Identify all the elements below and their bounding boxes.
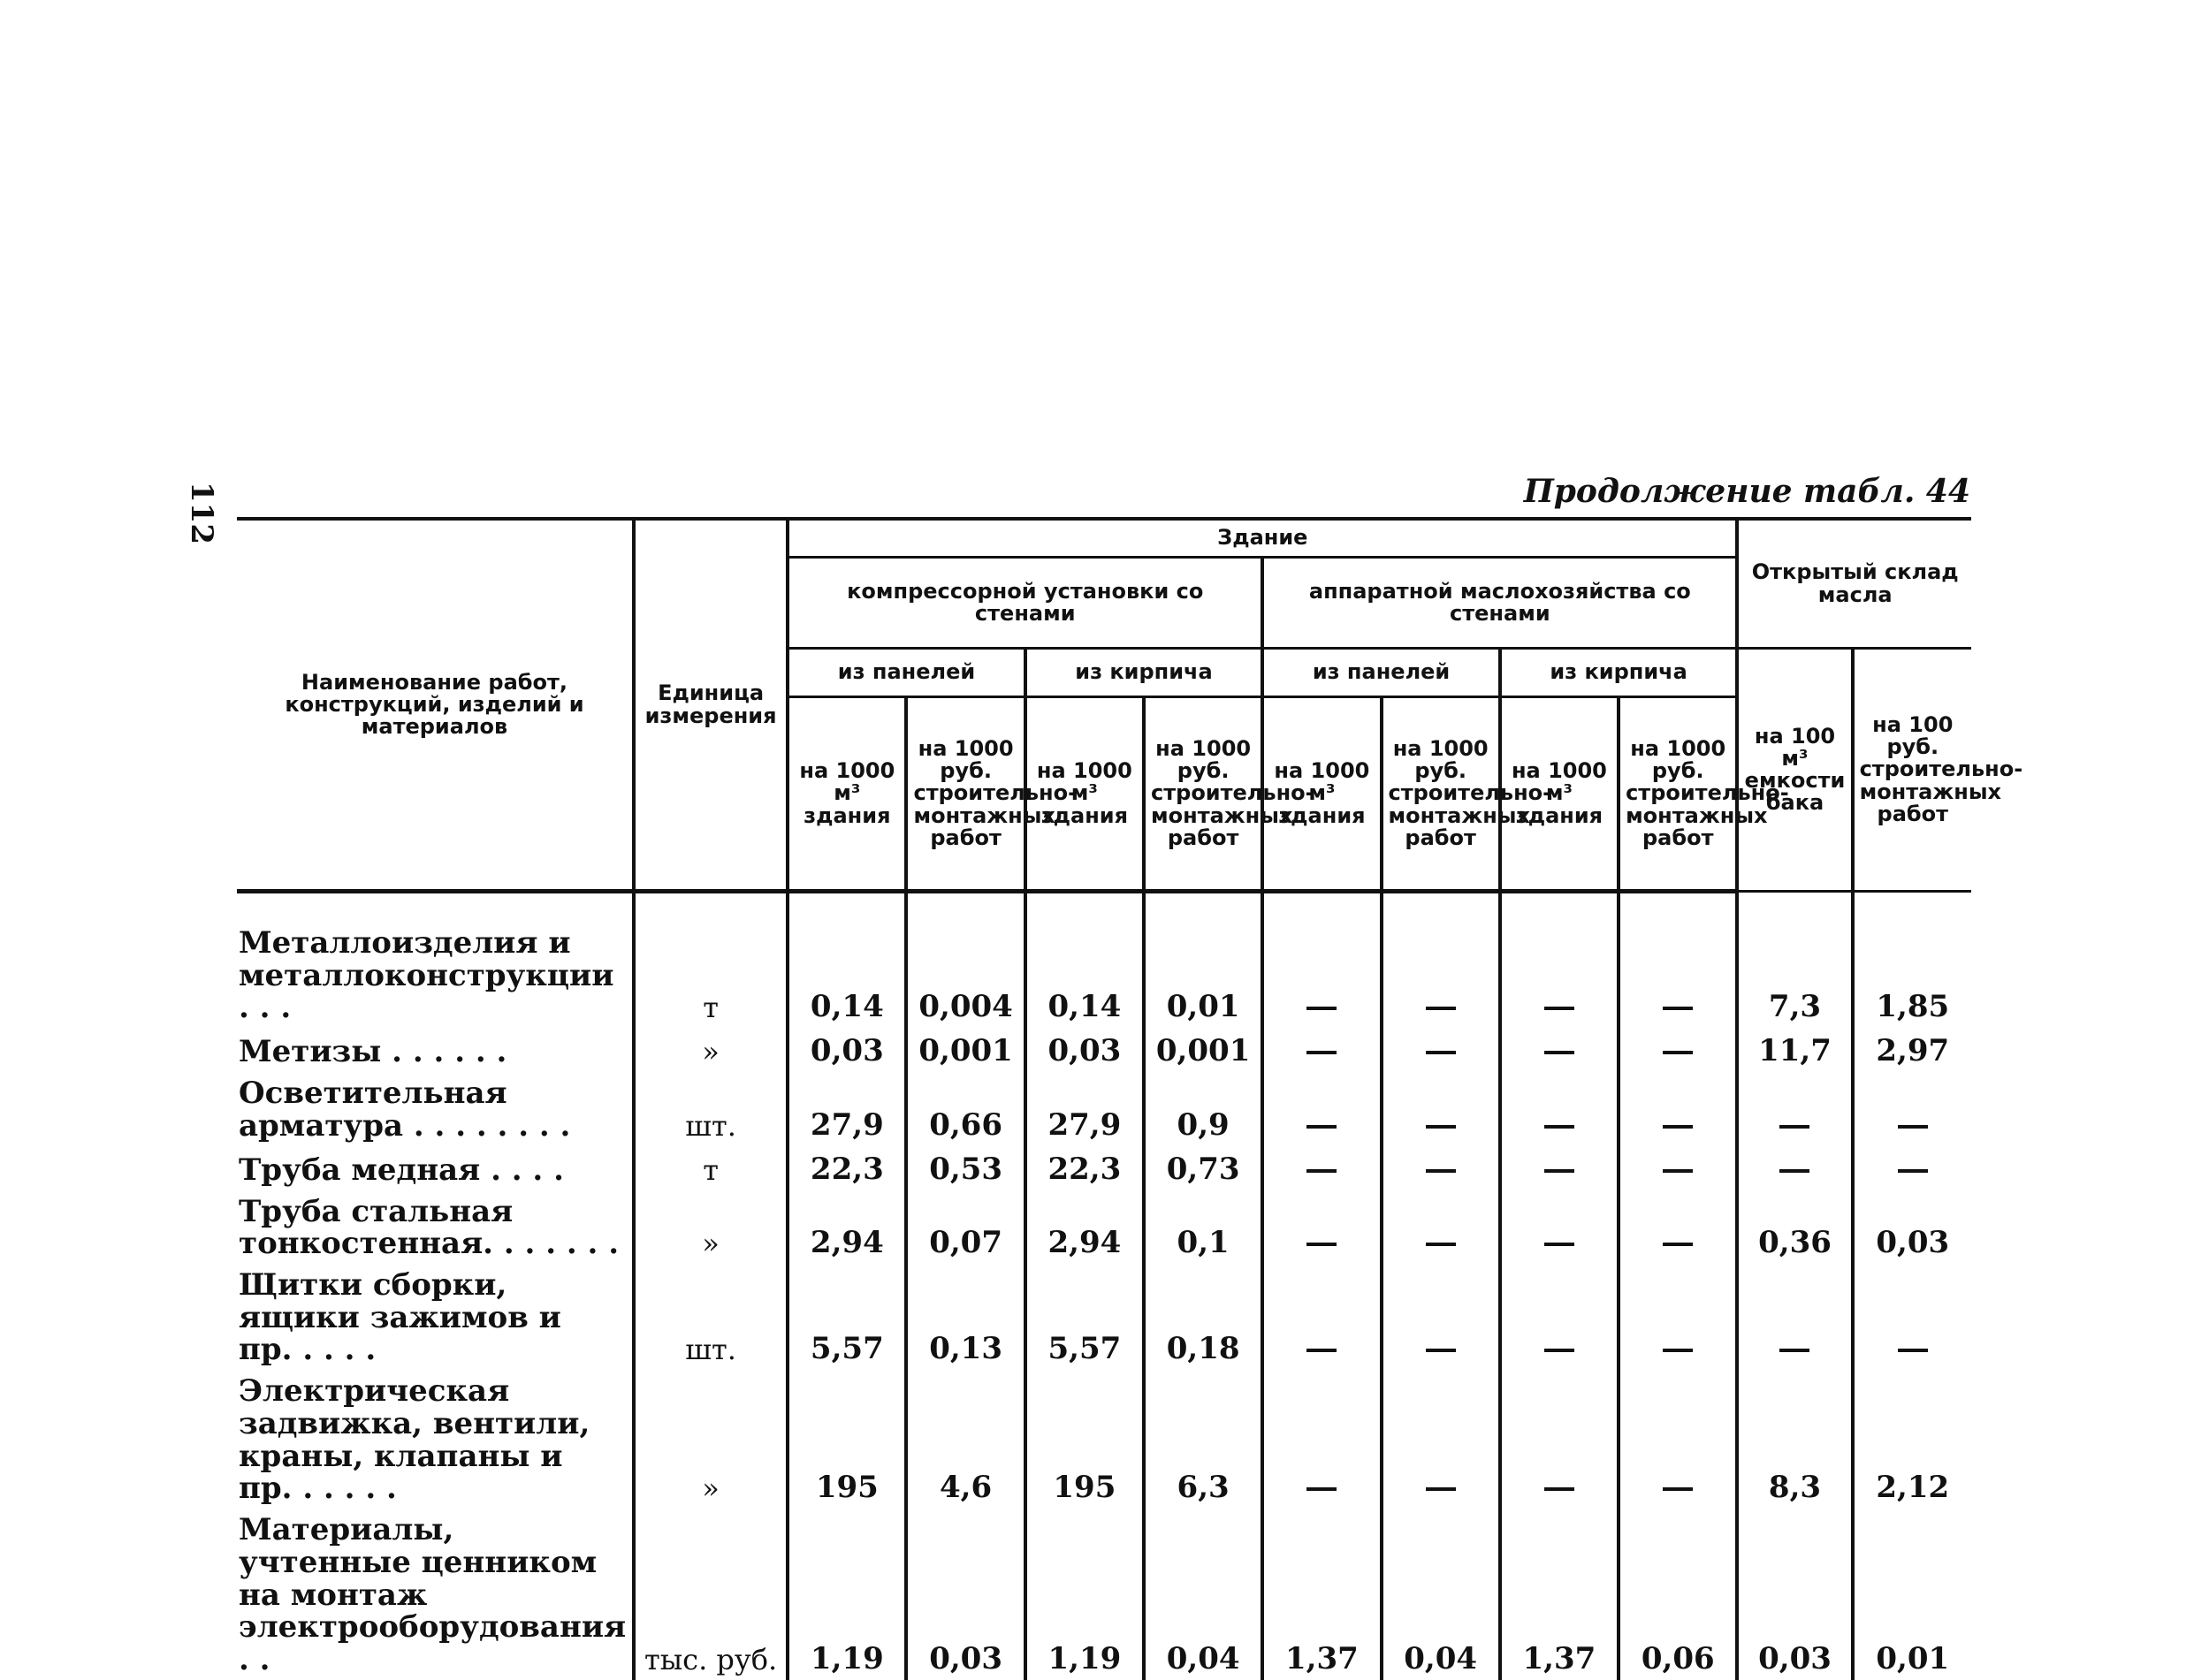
value-cell [1262,1072,1381,1145]
dash-mark [1306,1125,1337,1129]
value-cell: 27,9 [788,1072,906,1145]
table-row [237,1264,1971,1370]
header-comp-panels-per-rub: на 1000 руб. строительно-монтажных работ [906,697,1025,892]
header-compressor-bricks: из кирпича [1025,649,1263,697]
dash-mark [1544,1243,1574,1246]
row-name: Труба медная . . . . [239,1152,564,1188]
table-header [237,519,2023,892]
value-cell [1737,1072,1852,1145]
value-cell [1500,1370,1619,1509]
dash-mark [1426,1487,1456,1491]
row-unit: » [634,1370,788,1509]
value-cell: 4,6 [906,1370,1025,1509]
row-unit: т [634,1146,788,1190]
value-cell: 0,53 [906,1146,1025,1190]
value-cell: 0,36 [1737,1190,1852,1264]
header-apparatus-panels: из панелей [1262,649,1500,697]
value-cell [1619,1146,1737,1190]
row-unit: тыс. руб. [634,1509,788,1680]
dash-mark [1898,1169,1928,1173]
value-cell [1382,1146,1500,1190]
value-cell: 0,004 [906,892,1025,1029]
value-cell [1500,1028,1619,1072]
table-body [237,892,1971,1680]
value-cell [1619,1264,1737,1370]
value-cell: 7,3 [1737,892,1852,1029]
dash-mark [1426,1243,1456,1246]
table-row [237,1146,1971,1190]
dash-mark [1306,1349,1337,1352]
value-cell: 0,66 [906,1072,1025,1145]
value-cell: 0,03 [1737,1509,1852,1680]
dash-mark [1663,1125,1693,1129]
value-cell [1262,1370,1381,1509]
value-cell: 11,7 [1737,1028,1852,1072]
row-unit: шт. [634,1072,788,1145]
value-cell: 1,85 [1853,892,1971,1029]
dash-mark [1544,1169,1574,1173]
row-name: Металлоизделия и металлоконструкции . . . [239,925,614,1026]
row-unit: т [634,892,788,1029]
value-cell: 0,73 [1144,1146,1262,1190]
dash-mark [1306,1169,1337,1173]
header-per-100-rub: на 100 руб. строительно-монтажных работ [1853,649,1971,892]
dash-mark [1779,1169,1809,1173]
value-cell: 6,3 [1144,1370,1262,1509]
value-cell: 0,01 [1853,1509,1971,1680]
row-name: Метизы . . . . . . [239,1034,507,1070]
value-cell [1262,1264,1381,1370]
value-cell [1853,1264,1971,1370]
value-cell: 0,13 [906,1264,1025,1370]
value-cell: 22,3 [1025,1146,1144,1190]
dash-mark [1306,1487,1337,1491]
row-unit: шт. [634,1264,788,1370]
header-app-panels-per-rub: на 1000 руб. строительно-монтажных работ [1382,697,1500,892]
dash-mark [1306,1007,1337,1010]
dash-mark [1544,1125,1574,1129]
table-row [237,1190,1971,1264]
value-cell: 1,19 [1025,1509,1144,1680]
value-cell: 1,19 [788,1509,906,1680]
value-cell: 0,07 [906,1190,1025,1264]
header-app-bricks-per-rub: на 1000 руб. строительно-монтажных работ [1619,697,1737,892]
dash-mark [1663,1349,1693,1352]
row-unit: » [634,1028,788,1072]
header-app-panels-per-m3: на 1000 м³ здания [1262,697,1381,892]
dash-mark [1663,1243,1693,1246]
value-cell: 0,9 [1144,1072,1262,1145]
value-cell: 2,97 [1853,1028,1971,1072]
value-cell [1619,892,1737,1029]
dash-mark [1544,1051,1574,1054]
dash-mark [1426,1169,1456,1173]
row-name: Материалы, учтенные ценником на монтаж электрооборудования . . [239,1512,627,1677]
value-cell [1382,1028,1500,1072]
table-row [237,1028,1971,1072]
table-row [237,892,1971,1029]
materials-table [237,517,2023,1680]
dash-mark [1663,1487,1693,1491]
value-cell: 0,18 [1144,1264,1262,1370]
value-cell: 0,03 [1025,1028,1144,1072]
value-cell [1262,892,1381,1029]
value-cell: 0,001 [1144,1028,1262,1072]
table-row [237,1370,1971,1509]
row-name: Труба стальная тонкостенная. . . . . . . [239,1193,620,1262]
value-cell: 0,06 [1619,1509,1737,1680]
header-building: Здание [788,519,1737,558]
value-cell [1619,1190,1737,1264]
value-cell [1262,1146,1381,1190]
dash-mark [1663,1169,1693,1173]
value-cell: 22,3 [788,1146,906,1190]
value-cell [1853,1146,1971,1190]
table-row [237,1509,1971,1680]
value-cell: 5,57 [788,1264,906,1370]
dash-mark [1426,1051,1456,1054]
dash-mark [1306,1051,1337,1054]
value-cell [1853,1072,1971,1145]
value-cell: 2,94 [788,1190,906,1264]
table-continuation-caption: Продолжение табл. 44 [1523,473,1970,510]
value-cell [1382,1370,1500,1509]
header-compressor: компрессорной установки со стенами [788,558,1262,649]
value-cell: 0,14 [788,892,906,1029]
value-cell [1500,892,1619,1029]
value-cell: 0,14 [1025,892,1144,1029]
row-unit: » [634,1190,788,1264]
value-cell: 8,3 [1737,1370,1852,1509]
header-comp-bricks-per-m3: на 1000 м³ здания [1025,697,1144,892]
value-cell [1619,1370,1737,1509]
header-name: Наименование работ, конструкций, изделий и материалов [237,519,634,892]
dash-mark [1544,1007,1574,1010]
header-per-100-m3: на 100 м³ емкости бака [1737,649,1852,892]
value-cell: 2,94 [1025,1190,1144,1264]
value-cell: 27,9 [1025,1072,1144,1145]
value-cell: 0,03 [788,1028,906,1072]
header-comp-panels-per-m3: на 1000 м³ здания [788,697,906,892]
value-cell: 0,1 [1144,1190,1262,1264]
value-cell [1500,1264,1619,1370]
header-app-bricks-per-m3: на 1000 м³ здания [1500,697,1619,892]
row-name: Осветительная арматура . . . . . . . . [239,1076,571,1144]
dash-mark [1426,1349,1456,1352]
dash-mark [1663,1007,1693,1010]
dash-mark [1779,1125,1809,1129]
header-apparatus: аппаратной маслохозяйства со стенами [1262,558,1737,649]
dash-mark [1663,1051,1693,1054]
value-cell [1382,1264,1500,1370]
value-cell: 0,04 [1144,1509,1262,1680]
value-cell: 0,01 [1144,892,1262,1029]
value-cell: 195 [788,1370,906,1509]
value-cell [1382,1072,1500,1145]
value-cell [1500,1190,1619,1264]
table-row [237,1072,1971,1145]
dash-mark [1544,1349,1574,1352]
value-cell: 5,57 [1025,1264,1144,1370]
dash-mark [1898,1349,1928,1352]
header-comp-bricks-per-rub: на 1000 руб. строительно-монтажных работ [1144,697,1262,892]
dash-mark [1779,1349,1809,1352]
value-cell [1737,1146,1852,1190]
value-cell [1262,1190,1381,1264]
value-cell [1500,1072,1619,1145]
row-name: Щитки сборки, ящики зажимов и пр. . . . . [239,1267,561,1368]
value-cell [1382,1190,1500,1264]
value-cell [1619,1072,1737,1145]
dash-mark [1544,1487,1574,1491]
value-cell: 2,12 [1853,1370,1971,1509]
header-unit: Единица измерения [634,519,788,892]
value-cell: 1,37 [1262,1509,1381,1680]
header-apparatus-bricks: из кирпича [1500,649,1738,697]
value-cell [1737,1264,1852,1370]
header-open-store: Открытый склад масла [1737,519,1971,649]
header-compressor-panels: из панелей [788,649,1025,697]
dash-mark [1898,1125,1928,1129]
dash-mark [1426,1007,1456,1010]
row-name: Электрическая задвижка, вентили, краны, клапаны и пр. . . . . . [239,1373,590,1507]
value-cell: 195 [1025,1370,1144,1509]
value-cell [1382,892,1500,1029]
value-cell: 0,04 [1382,1509,1500,1680]
value-cell: 1,37 [1500,1509,1619,1680]
page-number: 112 [184,482,219,544]
dash-mark [1426,1125,1456,1129]
value-cell: 0,001 [906,1028,1025,1072]
value-cell [1619,1028,1737,1072]
value-cell [1500,1146,1619,1190]
dash-mark [1306,1243,1337,1246]
value-cell [1262,1028,1381,1072]
value-cell: 0,03 [906,1509,1025,1680]
value-cell: 0,03 [1853,1190,1971,1264]
